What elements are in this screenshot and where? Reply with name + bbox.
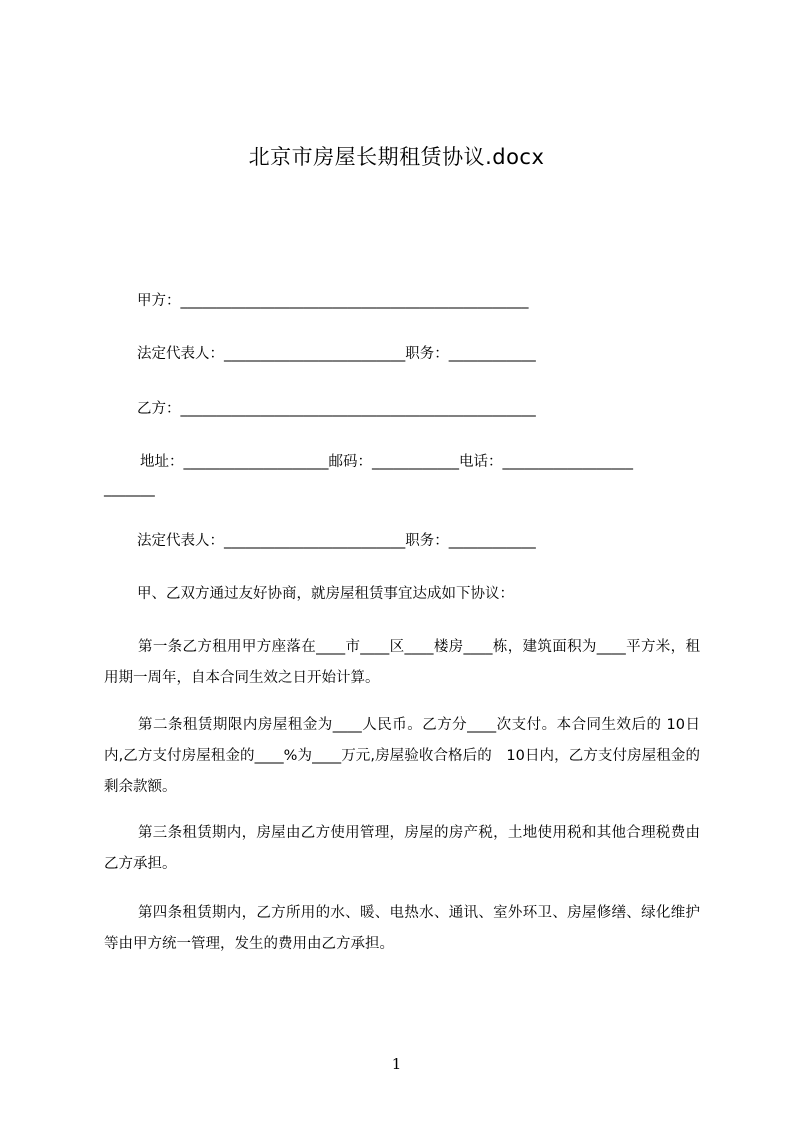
agreement-intro: 甲、乙双方通过友好协商，就房屋租赁事宜达成如下协议：: [137, 586, 514, 602]
document-title: 北京市房屋长期租赁协议.docx: [248, 145, 545, 169]
article-3: 第三条租赁期内，房屋由乙方使用管理，房屋的房产税，土地使用税和其他合理税费由乙方承担。: [104, 825, 700, 872]
party-b-representative-line: 法定代表人：_________________________职务：____________: [137, 533, 536, 549]
article-4: 第四条租赁期内，乙方所用的水、暖、电热水、通讯、室外环卫、房屋修缮、绿化维护等由甲方统一管理，发生的费用由乙方承担。: [104, 905, 700, 952]
page-number: 1: [391, 1055, 402, 1073]
article-1: 第一条乙方租用甲方座落在____市____区____楼房____栋，建筑面积为____平方米，租用期一周年，自本合同生效之日开始计算。: [104, 639, 700, 686]
address-line-continuation: _______: [104, 481, 155, 497]
party-a-line: 甲方：________________________________________________: [137, 293, 529, 309]
party-b-line: 乙方：_________________________________________________: [137, 401, 536, 417]
article-2: 第二条租赁期限内房屋租金为____人民币。乙方分____次支付。本合同生效后的 10日内,乙方支付房屋租金的____%为____万元,房屋验收合格后的 10日内，乙方支付房屋租金的剩余款额。: [104, 717, 700, 795]
address-line: 地址：____________________邮码：____________电话：__________________: [140, 454, 633, 470]
party-a-representative-line: 法定代表人：_________________________职务：____________: [137, 346, 536, 362]
